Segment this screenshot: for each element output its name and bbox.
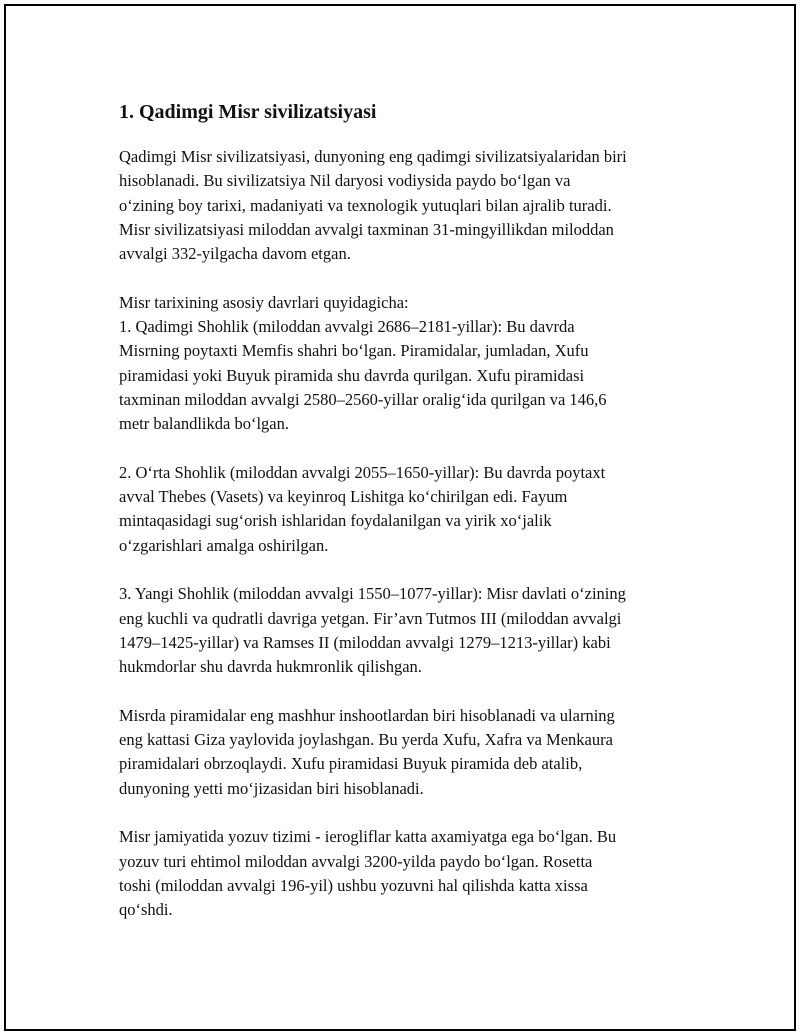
paragraph: [119, 145, 699, 266]
paragraph-spacer: [119, 558, 699, 582]
text-line: Misr jamiyatida yozuv tizimi - ierogliflar katta axamiyatga ega bo‘lgan. Bu: [119, 827, 617, 847]
text-line: o‘zgarishlari amalga oshirilgan.: [119, 535, 329, 555]
text-line: mintaqasidagi sug‘orish ishlaridan foydalanilgan va yirik xo‘jalik: [119, 511, 552, 531]
text-line: metr balandlikda bo‘lgan.: [119, 414, 289, 434]
text-line: Misrning poytaxti Memfis shahri bo‘lgan. Piramidalar, jumladan, Xufu: [119, 341, 589, 361]
paragraph-list: [119, 145, 699, 923]
paragraph-spacer: [119, 437, 699, 461]
text-line: piramidalari obrzoqlaydi. Xufu piramidasi Buyuk piramida deb atalib,: [119, 754, 583, 774]
text-line: taxminan miloddan avvalgi 2580–2560-yillar oralig‘ida qurilgan va 146,6: [119, 389, 607, 409]
text-line: eng kattasi Giza yaylovida joylashgan. Bu yerda Xufu, Xafra va Menkaura: [119, 730, 613, 750]
text-line: dunyoning yetti mo‘jizasidan biri hisoblanadi.: [119, 778, 424, 798]
paragraph-spacer: [119, 680, 699, 704]
text-line: Qadimgi Misr sivilizatsiyasi, dunyoning eng qadimgi sivilizatsiyalaridan biri: [119, 147, 627, 166]
document-content: [119, 99, 699, 923]
paragraph: [119, 291, 699, 437]
text-line: 1479–1425-yillar) va Ramses II (miloddan avvalgi 1279–1213-yillar) kabi: [119, 632, 611, 652]
paragraph: [119, 825, 699, 922]
text-line: hisoblanadi. Bu sivilizatsiya Nil daryosi vodiysida paydo bo‘lgan va: [119, 171, 571, 191]
document-title: 1. Qadimgi Misr sivilizatsiyasi: [119, 101, 377, 123]
text-line: Misrda piramidalar eng mashhur inshootlardan biri hisoblanadi va ularning: [119, 705, 615, 725]
text-line: piramidasi yoki Buyuk piramida shu davrda qurilgan. Xufu piramidasi: [119, 365, 585, 385]
text-line: avval Thebes (Vasets) va keyinroq Lishitga ko‘chirilgan edi. Fayum: [119, 487, 568, 507]
text-line: toshi (miloddan avvalgi 196-yil) ushbu yozuvni hal qilishda katta xissa: [119, 875, 588, 895]
text-line: 1. Qadimgi Shohlik (miloddan avvalgi 2686–2181-yillar): Bu davrda: [119, 317, 575, 337]
text-line: Misr tarixining asosiy davrlari quyidagicha:: [119, 292, 409, 312]
paragraph: [119, 704, 699, 801]
text-line: 2. O‘rta Shohlik (miloddan avvalgi 2055–1650-yillar): Bu davrda poytaxt: [119, 462, 606, 482]
text-line: Misr sivilizatsiyasi miloddan avvalgi taxminan 31-mingyillikdan miloddan: [119, 219, 614, 239]
paragraph: [119, 461, 699, 558]
paragraph-spacer: [119, 801, 699, 825]
page-frame: [4, 4, 796, 1031]
paragraph: [119, 582, 699, 679]
text-line: eng kuchli va qudratli davriga yetgan. Fir’avn Tutmos III (miloddan avvalgi: [119, 608, 622, 628]
text-line: qo‘shdi.: [119, 900, 173, 920]
text-line: o‘zining boy tarixi, madaniyati va texnologik yutuqlari bilan ajralib turadi.: [119, 195, 612, 215]
text-line: 3. Yangi Shohlik (miloddan avvalgi 1550–1077-yillar): Misr davlati o‘zining: [119, 584, 626, 604]
text-line: avvalgi 332-yilgacha davom etgan.: [119, 244, 351, 264]
text-line: hukmdorlar shu davrda hukmronlik qilishgan.: [119, 657, 422, 677]
paragraph-spacer: [119, 266, 699, 290]
text-line: yozuv turi ehtimol miloddan avvalgi 3200-yilda paydo bo‘lgan. Rosetta: [119, 851, 593, 871]
